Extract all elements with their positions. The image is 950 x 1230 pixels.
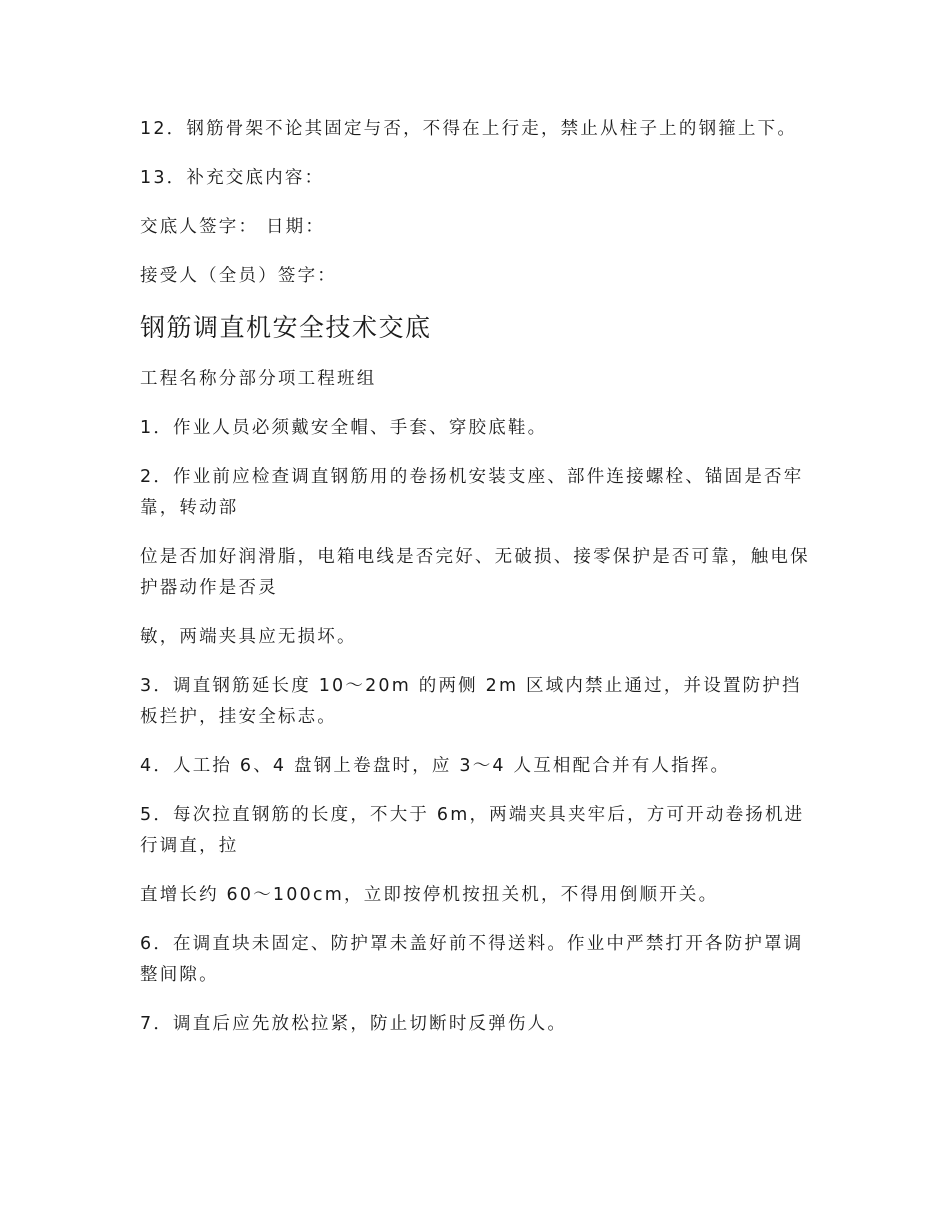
paragraph-item-12: 12．钢筋骨架不论其固定与否，不得在上行走，禁止从柱子上的钢箍上下。	[140, 119, 798, 139]
signature-line-presenter: 交底人签字： 日期：	[140, 217, 326, 237]
rule-item-5-continued: 直增长约 60～100cm，立即按停机按扭关机，不得用倒顺开关。	[140, 885, 719, 905]
rule-item-3: 3．调直钢筋延长度 10～20m 的两侧 2m 区域内禁止通过，并设置防护挡板拦护，挂安全标志。	[140, 676, 802, 727]
signature-line-recipients: 接受人（全员）签字：	[140, 266, 337, 286]
rule-item-2: 2．作业前应检查调直钢筋用的卷扬机安装支座、部件连接螺栓、锚固是否牢靠，转动部	[140, 467, 804, 518]
paragraph-item-13: 13．补充交底内容：	[140, 168, 325, 188]
document-body	[140, 114, 812, 1058]
section-heading: 钢筋调直机安全技术交底	[140, 313, 432, 342]
project-info-line: 工程名称分部分项工程班组	[140, 369, 377, 389]
rule-item-1: 1．作业人员必须戴安全帽、手套、穿胶底鞋。	[140, 418, 548, 438]
rule-item-6: 6．在调直块未固定、防护罩未盖好前不得送料。作业中严禁打开各防护罩调整间隙。	[140, 934, 804, 985]
rule-item-5: 5．每次拉直钢筋的长度，不大于 6m，两端夹具夹牢后，方可开动卷扬机进行调直，拉	[140, 805, 805, 856]
rule-item-4: 4．人工抬 6、4 盘钢上卷盘时，应 3～4 人互相配合并有人指挥。	[140, 756, 731, 776]
rule-item-7: 7．调直后应先放松拉紧，防止切断时反弹伤人。	[140, 1014, 568, 1034]
rule-item-2-end: 敏，两端夹具应无损坏。	[140, 627, 357, 647]
rule-item-2-continued: 位是否加好润滑脂，电箱电线是否完好、无破损、接零保护是否可靠，触电保护器动作是否灵	[140, 547, 810, 598]
